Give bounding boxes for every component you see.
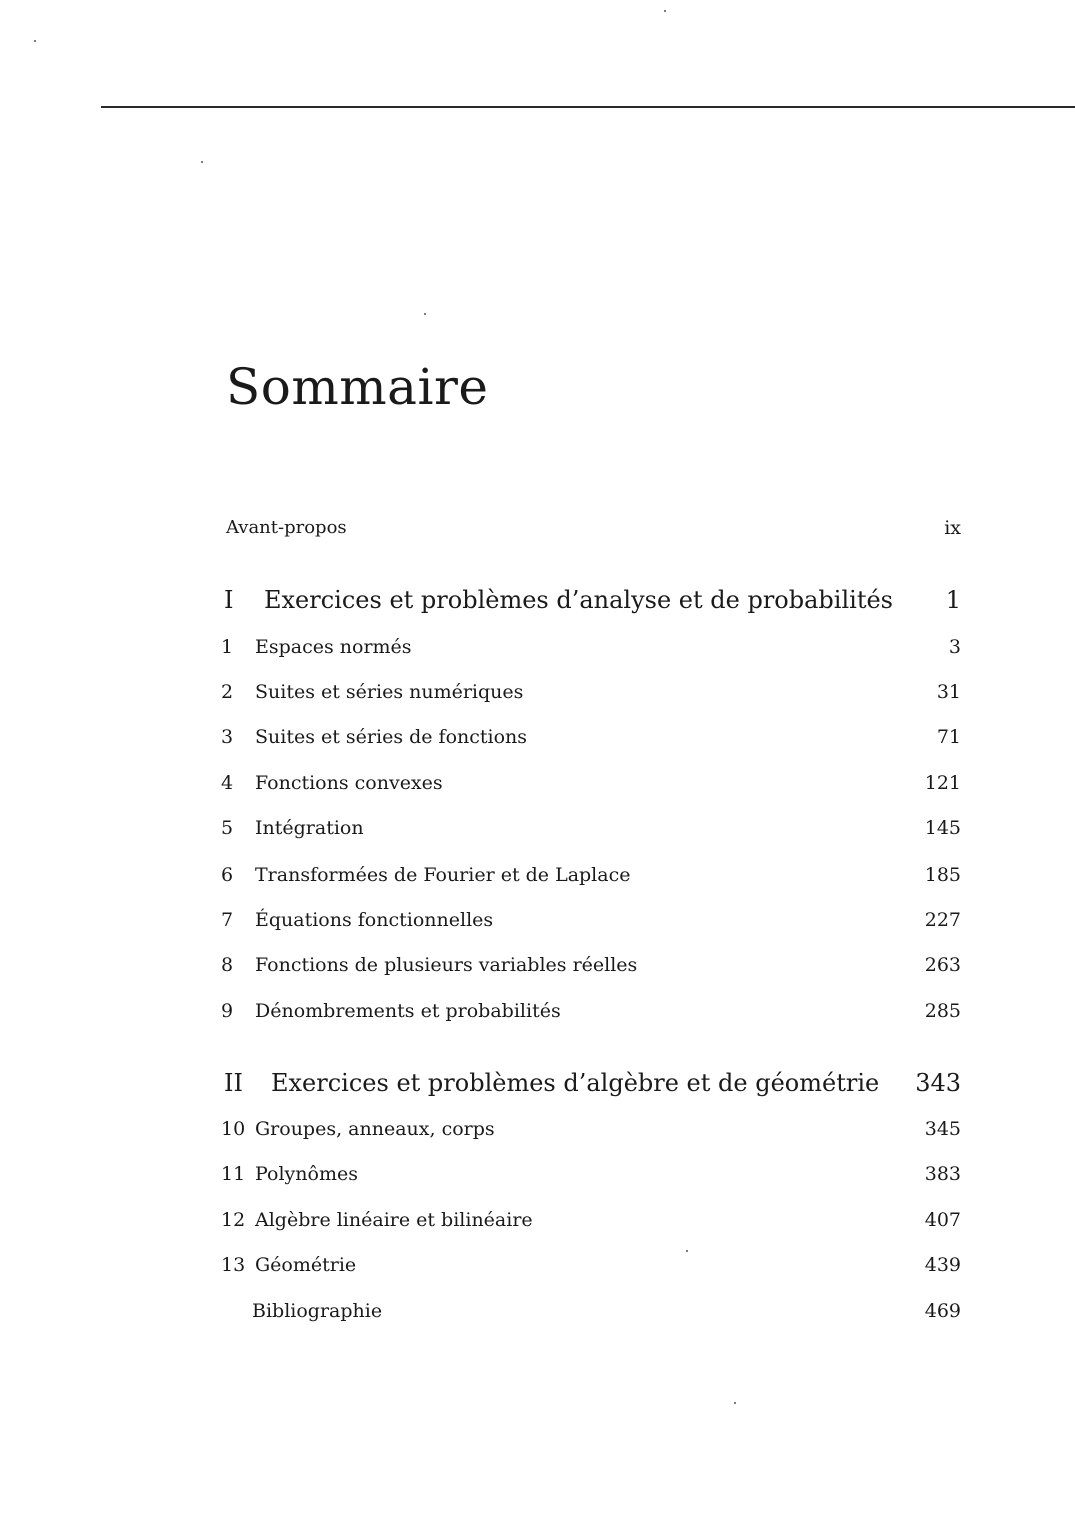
scan-speck	[34, 40, 36, 42]
toc-chapter-number: 6	[221, 864, 234, 886]
toc-chapter-number: 1	[221, 636, 234, 658]
toc-chapter-label: Polynômes	[255, 1163, 358, 1185]
toc-chapter-number: 2	[221, 681, 234, 703]
toc-chapter-page: 407	[924, 1209, 961, 1231]
toc-part-label: Exercices et problèmes d’algèbre et de géométrie	[271, 1069, 880, 1097]
toc-chapter-label: Fonctions de plusieurs variables réelles	[255, 954, 638, 976]
toc-chapter-2[interactable]	[221, 677, 961, 707]
toc-part-number: I	[224, 586, 234, 614]
toc-chapter-number: 12	[221, 1209, 246, 1231]
toc-chapter-page: 383	[924, 1163, 961, 1185]
toc-chapter-9[interactable]	[221, 996, 961, 1026]
toc-chapter-page: 345	[924, 1118, 961, 1140]
toc-chapter-11[interactable]	[221, 1159, 961, 1189]
toc-chapter-label: Suites et séries numériques	[255, 681, 524, 703]
toc-chapter-1[interactable]	[221, 632, 961, 662]
toc-chapter-number: 9	[221, 1000, 234, 1022]
toc-chapter-3[interactable]	[221, 722, 961, 752]
toc-chapter-label: Transformées de Fourier et de Laplace	[255, 864, 631, 886]
toc-chapter-page: 185	[924, 864, 961, 886]
scan-speck	[201, 161, 203, 163]
toc-entry-label: Bibliographie	[252, 1300, 383, 1322]
toc-chapter-label: Espaces normés	[255, 636, 412, 658]
toc-chapter-10[interactable]	[221, 1114, 961, 1144]
toc-chapter-number: 8	[221, 954, 234, 976]
toc-entry-avant-propos[interactable]	[221, 513, 961, 543]
toc-entry-label: Avant-propos	[226, 517, 347, 538]
toc-chapter-6[interactable]	[221, 860, 961, 890]
toc-part-page: 343	[915, 1069, 961, 1097]
toc-chapter-number: 10	[221, 1118, 246, 1140]
toc-part-label: Exercices et problèmes d’analyse et de probabilités	[264, 586, 893, 614]
toc-chapter-label: Groupes, anneaux, corps	[255, 1118, 495, 1140]
toc-chapter-page: 31	[936, 681, 961, 703]
toc-chapter-page: 439	[924, 1254, 961, 1276]
toc-part-1[interactable]	[221, 585, 961, 615]
toc-chapter-8[interactable]	[221, 950, 961, 980]
toc-chapter-number: 4	[221, 772, 234, 794]
toc-chapter-label: Géométrie	[255, 1254, 357, 1276]
toc-part-2[interactable]	[221, 1068, 961, 1098]
toc-chapter-page: 3	[948, 636, 961, 658]
toc-part-page: 1	[945, 586, 961, 614]
toc-chapter-page: 285	[924, 1000, 961, 1022]
toc-chapter-number: 5	[221, 817, 234, 839]
scan-speck	[734, 1402, 736, 1404]
toc-chapter-label: Intégration	[255, 817, 364, 839]
toc-entry-bibliographie[interactable]	[221, 1296, 961, 1326]
toc-chapter-7[interactable]	[221, 905, 961, 935]
toc-chapter-label: Équations fonctionnelles	[255, 909, 494, 931]
toc-chapter-page: 121	[924, 772, 961, 794]
toc-chapter-number: 11	[221, 1163, 246, 1185]
scan-speck	[424, 313, 426, 315]
page-title: Sommaire	[226, 358, 489, 416]
header-rule	[101, 106, 1075, 108]
toc-chapter-page: 145	[924, 817, 961, 839]
toc-chapter-number: 13	[221, 1254, 246, 1276]
scan-speck	[664, 10, 666, 12]
toc-entry-page: 469	[924, 1300, 961, 1322]
toc-chapter-13[interactable]	[221, 1250, 961, 1280]
toc-entry-page: ix	[944, 517, 961, 539]
toc-chapter-page: 227	[924, 909, 961, 931]
toc-part-number: II	[224, 1069, 243, 1097]
toc-chapter-page: 71	[936, 726, 961, 748]
toc-chapter-number: 7	[221, 909, 234, 931]
toc-chapter-label: Dénombrements et probabilités	[255, 1000, 561, 1022]
toc-chapter-label: Fonctions convexes	[255, 772, 443, 794]
toc-chapter-label: Algèbre linéaire et bilinéaire	[255, 1209, 533, 1231]
toc-chapter-page: 263	[924, 954, 961, 976]
toc-chapter-5[interactable]	[221, 813, 961, 843]
toc-chapter-number: 3	[221, 726, 234, 748]
toc-chapter-label: Suites et séries de fonctions	[255, 726, 528, 748]
toc-chapter-4[interactable]	[221, 768, 961, 798]
toc-chapter-12[interactable]	[221, 1205, 961, 1235]
